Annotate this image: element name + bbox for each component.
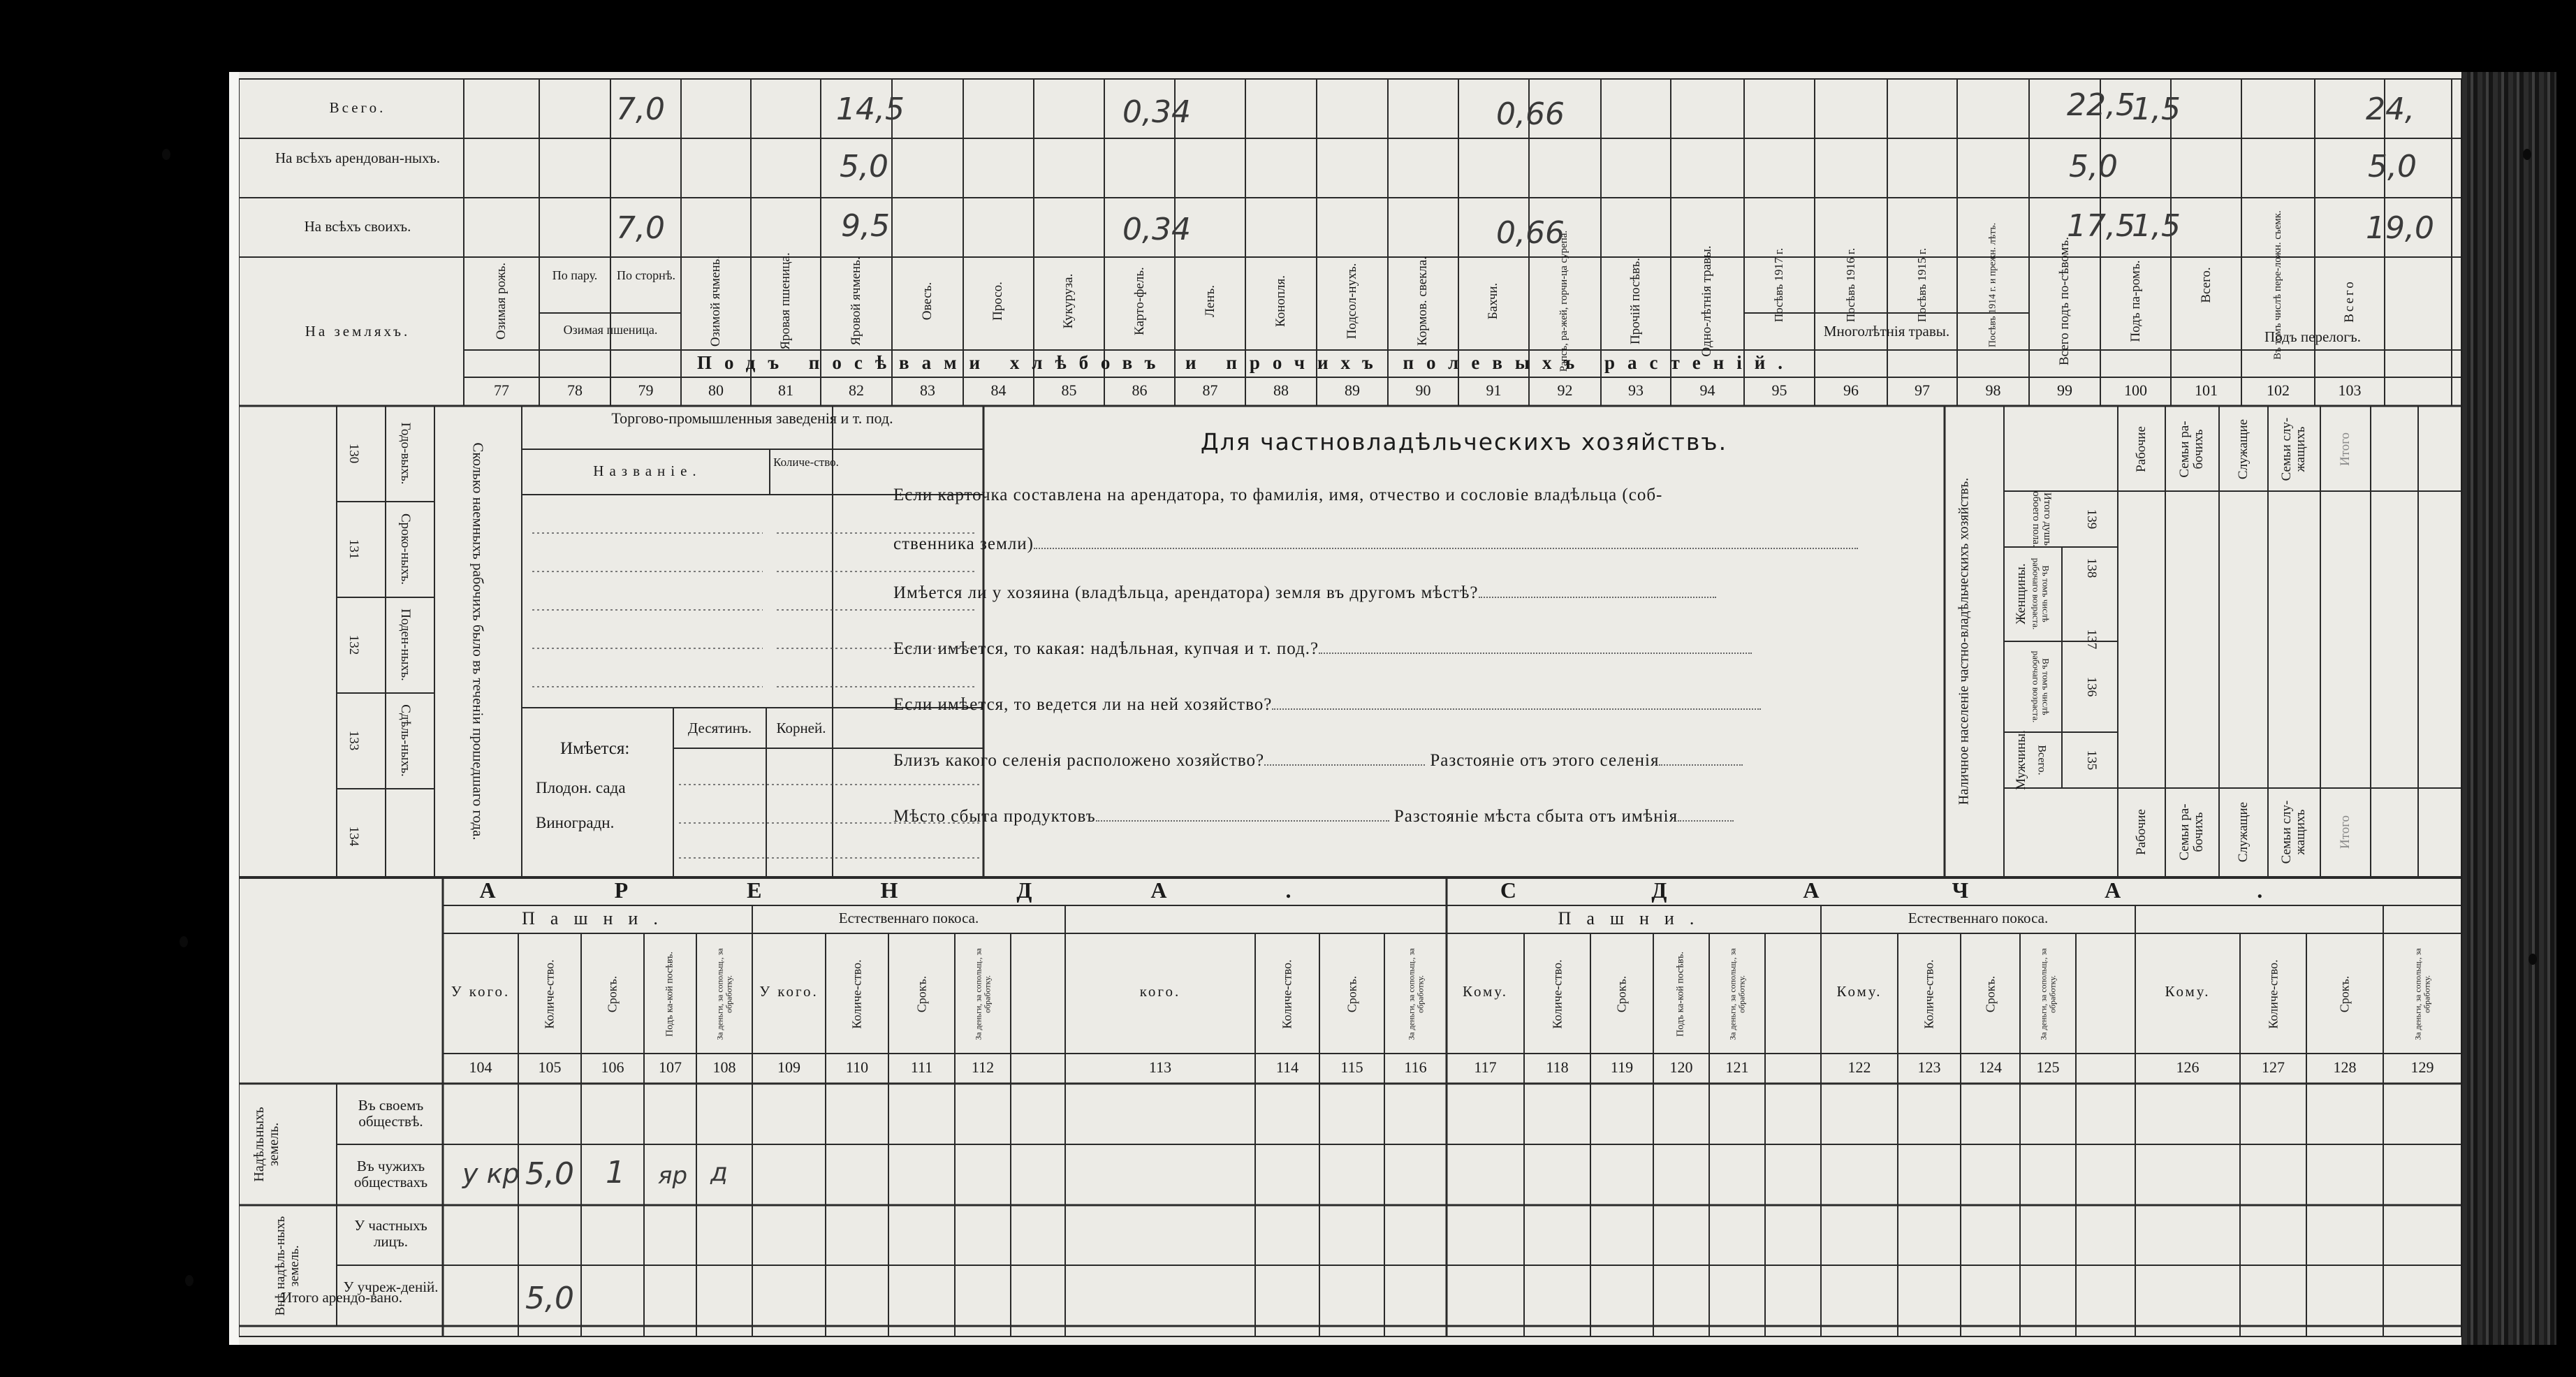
col-yarovoy-yachmen: Яровой ячмень. xyxy=(849,256,864,346)
korney-header: Корней. xyxy=(776,720,826,736)
num-133: 133 xyxy=(346,730,361,751)
hand-svoi-rozh: 7,0 xyxy=(616,210,665,246)
bottom-header-zaden: За деньги, за сопольщ., за обработку. xyxy=(973,948,992,1040)
col-ozimaya-pshenica: Озимая пшеница. xyxy=(563,323,658,337)
muzh-vsego: Всего. xyxy=(2035,745,2048,775)
itogo-dush: Итого душъ обоего пола. xyxy=(2030,491,2053,547)
bottom-col-number: 110 xyxy=(845,1058,869,1076)
bottom-header-zaden: За деньги, за сопольщ., за обработку. xyxy=(715,948,733,1040)
arenda-pokosa: Естественнаго покоса. xyxy=(838,910,979,926)
hand-vsego-rozh: 7,0 xyxy=(616,92,665,127)
col-mnogoletnie-travy: Многолѣтнія травы. xyxy=(1823,323,1950,340)
bottom-col-number: 126 xyxy=(2176,1058,2200,1076)
hand-arend-yachmen: 5,0 xyxy=(840,149,888,184)
group-vne-nadelnyh: Внѣ надѣль-ныхъ земель. xyxy=(273,1216,302,1316)
label-srochnyh: Сроко-ныхъ. xyxy=(397,513,413,585)
col-ozimoy-yachmen: Озимой ячмень. xyxy=(708,255,724,347)
col-po-storne: По сторнѣ. xyxy=(616,268,676,282)
top-semi-rabochih: Семьи ра-бочихъ xyxy=(2177,421,2206,478)
bottom-col-number: 123 xyxy=(1917,1058,1941,1076)
bottom-col-number: 118 xyxy=(1546,1058,1569,1076)
form-line-6a: Близъ какого селенія расположено хозяйство? xyxy=(893,751,1265,770)
col-yarovaya-pshenica: Яровая пшеница. xyxy=(778,252,793,350)
bottom-col-number: 105 xyxy=(538,1058,562,1076)
form-line-5: Если имѣется, то ведется ли на ней хозяйство? xyxy=(893,695,1273,714)
bottom-header-zaden: За деньги, за сопольщ., за обработку. xyxy=(1405,948,1425,1040)
col-pod-perelog: Подъ перелогъ. xyxy=(2264,328,2361,345)
bottom-col-number: 122 xyxy=(1847,1058,1871,1076)
bottom-header-srok: Срокъ. xyxy=(1614,975,1629,1013)
bot-rabochie: Рабочие xyxy=(2134,809,2149,855)
bottom-col-number: 129 xyxy=(2410,1058,2434,1076)
form-line-2: ственника земли) xyxy=(893,534,1034,553)
top-itogo: Итого xyxy=(2338,432,2353,467)
bottom-col-number: 108 xyxy=(712,1058,736,1076)
top-col-number: 88 xyxy=(1273,381,1289,399)
bottom-col-number: 117 xyxy=(1474,1058,1497,1076)
col-kukuruza: Кукуруза. xyxy=(1061,273,1076,329)
num-138: 138 xyxy=(2084,558,2099,578)
bottom-col-number: 124 xyxy=(1979,1058,2002,1076)
label-naemnye-rabochie: Сколько наемныхъ рабочихъ было въ теченіи прошедшаго года. xyxy=(469,442,487,840)
bottom-header-zaden: За деньги, за сопольщ., за обработку. xyxy=(1727,948,1746,1040)
bottom-col-number: 104 xyxy=(469,1058,492,1076)
col-raps: Рапсъ, ра-жей, горчи-ца сурепа. xyxy=(1558,230,1570,372)
col-vsego-zemli: Всего xyxy=(2342,279,2357,323)
bottom-header-srok: Срокъ. xyxy=(914,975,929,1013)
col-ozimaya-rozh: Озимая рожь. xyxy=(494,262,509,340)
bottom-col-number: 111 xyxy=(910,1058,933,1076)
bottom-header-srok: Срокъ. xyxy=(1345,975,1359,1013)
col-prochiy-posev: Прочій посѣвъ. xyxy=(1628,258,1644,344)
bottom-header-komu: Кому. xyxy=(1463,983,1508,1000)
top-col-number: 81 xyxy=(778,381,793,399)
census-card xyxy=(229,72,2461,1345)
hand-za-dengi: д xyxy=(710,1158,728,1187)
sdacha-pashni: Пашни. xyxy=(1558,908,1710,928)
desyatin-header: Десятинъ. xyxy=(687,720,752,736)
label-sdelnyh: Сдѣль-ныхъ. xyxy=(397,704,413,777)
form-line-1: Если карточка составлена на арендатора, то фамилія, имя, отчество и сословіе владѣльца (соб- xyxy=(893,486,1663,504)
col-perelog-v-tom: Въ томъ числѣ пере-ложн. съемк. xyxy=(2272,210,2284,360)
top-col-number: 103 xyxy=(2338,381,2362,399)
punch-hole xyxy=(180,936,188,947)
hand-itogo-arendovano: 5,0 xyxy=(525,1281,574,1316)
col-podsolnuh: Подсол-нухъ. xyxy=(1345,263,1360,340)
bottom-header-kogo: кого. xyxy=(1139,983,1181,1000)
hand-svoi-yachmen: 9,5 xyxy=(841,208,890,244)
num-135: 135 xyxy=(2084,750,2099,771)
form-line-3: Имѣется ли у хозяина (владѣльца, арендатора) земля въ другомъ мѣстѣ? xyxy=(893,583,1479,602)
top-semi-sluzh: Семьи слу-жащихъ xyxy=(2279,417,2308,481)
bottom-header-zaden: За деньги, за сопольщ., за обработку. xyxy=(2038,948,2057,1040)
bottom-header-srok: Срокъ. xyxy=(605,975,620,1013)
bottom-header-ukogo: У кого. xyxy=(759,983,819,1000)
hand-svoi-bahchi: 0,66 xyxy=(1496,215,1565,251)
row-itogo-arendovano: Итого арендо-вано. xyxy=(281,1289,402,1306)
top-col-number: 79 xyxy=(638,381,654,399)
top-col-number: 102 xyxy=(2267,381,2290,399)
hand-arend-zemli: 5,0 xyxy=(2368,149,2417,184)
top-col-number: 96 xyxy=(1843,381,1859,399)
col-po-paru: По пару. xyxy=(552,268,598,282)
bottom-col-number: 106 xyxy=(601,1058,624,1076)
num-137: 137 xyxy=(2084,629,2099,650)
imeetsya-label: Имѣется: xyxy=(560,739,630,758)
bottom-header-podpos: Подъ ка-кой посѣвъ. xyxy=(1675,952,1686,1037)
top-col-number: 94 xyxy=(1699,381,1715,399)
bottom-header-podpos: Подъ ка-кой посѣвъ. xyxy=(664,952,675,1037)
row-u-uchrezhdeniy: У учреж-деній. xyxy=(343,1278,439,1295)
row-u-chastnyh: У частныхъ лицъ. xyxy=(354,1217,427,1251)
top-col-number: 78 xyxy=(567,381,583,399)
bottom-col-number: 115 xyxy=(1340,1058,1363,1076)
bottom-header-komu: Кому. xyxy=(1836,983,1882,1000)
hand-vsego-bahchi: 0,66 xyxy=(1496,96,1565,132)
form-line-6b: Разстояніе отъ этого селенія xyxy=(1430,751,1660,770)
form-line-4: Если имѣется, то какая: надѣльная, купчая и т. под.? xyxy=(893,639,1319,658)
col-bahchi: Бахчи. xyxy=(1486,282,1501,320)
bottom-header-srok: Срокъ. xyxy=(1983,975,1998,1013)
top-col-number: 100 xyxy=(2124,381,2147,399)
form-title: Для частновладѣльческихъ хозяйствъ. xyxy=(1200,428,1728,456)
bottom-header-ukogo: У кого. xyxy=(451,983,511,1000)
col-kormov-svekla: Кормов. свекла. xyxy=(1415,256,1430,347)
row-label-vsego: Всего. xyxy=(329,99,386,116)
bottom-header-kolvo: Количе-ство. xyxy=(849,959,864,1029)
top-col-number: 83 xyxy=(920,381,935,399)
form-line-7b: Разстояніе мѣста сбыта отъ имѣнія xyxy=(1393,807,1678,826)
bottom-header-kolvo: Количе-ство. xyxy=(1550,959,1565,1029)
col-posev-1914: Посѣвъ 1914 г. и прежн. лѣтъ. xyxy=(1987,222,1998,348)
top-col-number: 98 xyxy=(1985,381,2001,399)
hand-vsego-itogo: 22,5 xyxy=(2067,87,2135,123)
hand-svoi-par: 1,5 xyxy=(2132,208,2181,244)
sdacha-pokosa: Естественнаго покоса. xyxy=(1908,910,2049,926)
row-label-na-zemlyah: На земляхъ. xyxy=(305,323,411,340)
bot-sluzhashchie: Служащие xyxy=(2236,801,2251,863)
col-perelog-vsego: Всего. xyxy=(2199,267,2214,303)
punch-hole xyxy=(162,149,170,160)
top-col-number: 82 xyxy=(849,381,864,399)
top-col-number: 90 xyxy=(1415,381,1431,399)
zhenshchiny: Женщины. xyxy=(2014,563,2029,625)
col-len: Ленъ. xyxy=(1203,285,1218,317)
col-vsego-pod-posevom: Всего подъ по-сѣвомъ. xyxy=(2057,236,2072,366)
hand-vsego-kartofel: 0,34 xyxy=(1122,94,1191,130)
col-odnoletnie-travy: Одно-лѣтнія травы. xyxy=(1699,245,1715,357)
bottom-header-kolvo: Количе-ство. xyxy=(2266,959,2281,1029)
hand-pod-posev: яр xyxy=(658,1162,688,1190)
top-col-number: 93 xyxy=(1628,381,1644,399)
num-130: 130 xyxy=(346,443,361,464)
col-oves: Овесъ. xyxy=(920,282,935,321)
nalichnoe-naselenie: Наличное населеніе частно-владѣльческихъ хозяйствъ. xyxy=(1956,477,1972,806)
bottom-col-number: 107 xyxy=(659,1058,682,1076)
bottom-col-number: 121 xyxy=(1725,1058,1749,1076)
hand-vsego-zemli: 24, xyxy=(2366,92,2415,127)
top-col-number: 97 xyxy=(1915,381,1930,399)
bottom-col-number: 112 xyxy=(971,1058,995,1076)
sdacha-title: СДАЧА. xyxy=(1500,877,2399,903)
torg-header: Торгово-промышленныя заведенія и т. под. xyxy=(611,409,893,427)
bottom-col-number: 116 xyxy=(1404,1058,1427,1076)
top-sluzhashchie: Служащие xyxy=(2236,418,2251,480)
top-col-number: 92 xyxy=(1557,381,1573,399)
arenda-title: АРЕНДА. xyxy=(479,877,1410,903)
bottom-col-number: 125 xyxy=(2036,1058,2060,1076)
col-posev-1916: Посѣвъ 1916 г. xyxy=(1844,247,1858,323)
num-136: 136 xyxy=(2084,676,2099,697)
label-podennyh: Поден-ныхъ. xyxy=(397,609,413,681)
bottom-header-kolvo: Количе-ство. xyxy=(1922,959,1936,1029)
bottom-col-number: 113 xyxy=(1148,1058,1172,1076)
bot-semi-sluzh: Семьи слу-жащихъ xyxy=(2279,800,2308,864)
banner-pod-posevami: Подъ посѣвами хлѣбовъ и прочихъ полевыхъ растеній. xyxy=(696,352,1796,373)
row-v-svoem: Въ своемъ обществѣ. xyxy=(358,1097,424,1130)
top-col-number: 91 xyxy=(1486,381,1502,399)
bottom-header-kolvo: Количе-ство. xyxy=(542,959,557,1029)
bottom-header-srok: Срокъ. xyxy=(2337,975,2352,1013)
torg-nazvanie: Названіе. xyxy=(593,462,702,479)
muzhchiny: Мужчины. xyxy=(2014,730,2029,790)
bottom-col-number: 119 xyxy=(1610,1058,1634,1076)
bottom-header-kolvo: Количе-ство. xyxy=(1280,959,1294,1029)
punch-hole xyxy=(2529,954,2537,965)
top-col-number: 89 xyxy=(1345,381,1360,399)
hand-arend-itogo: 5,0 xyxy=(2069,149,2118,184)
bottom-col-number: 114 xyxy=(1275,1058,1299,1076)
row-label-arendovannyh: На всѣхъ арендован-ныхъ. xyxy=(275,150,440,166)
col-kartofel: Карто-фель. xyxy=(1132,267,1148,335)
hand-svoi-kartofel: 0,34 xyxy=(1122,212,1191,247)
bottom-col-number: 109 xyxy=(777,1058,800,1076)
col-posev-1917: Посѣвъ 1917 г. xyxy=(1772,247,1786,323)
row-v-chuzhih: Въ чужихъ обществахъ xyxy=(353,1158,428,1191)
form-line-7a: Мѣсто сбыта продуктовъ xyxy=(893,807,1096,826)
bottom-col-number: 127 xyxy=(2262,1058,2285,1076)
top-col-number: 101 xyxy=(2195,381,2218,399)
zhen-vtom: Въ томъ числѣ рабочаго возраста. xyxy=(2031,558,2051,630)
top-col-number: 95 xyxy=(1771,381,1787,399)
hand-kolichestvo: 5,0 xyxy=(525,1156,574,1192)
top-col-number: 77 xyxy=(494,381,509,399)
vinogradn: Виноградн. xyxy=(536,814,615,831)
punch-hole xyxy=(185,1275,193,1286)
col-pod-parom: Подъ па-ромъ. xyxy=(2128,260,2144,342)
num-139: 139 xyxy=(2084,509,2099,530)
col-proso: Просо. xyxy=(990,282,1006,321)
bot-itogo: Итого xyxy=(2338,815,2353,850)
punch-hole xyxy=(2523,149,2531,160)
top-rabochie: Рабочие xyxy=(2134,426,2149,472)
label-godovyh: Годо-выхъ. xyxy=(397,422,413,485)
hand-srok: 1 xyxy=(606,1155,625,1190)
bottom-col-number: 120 xyxy=(1669,1058,1693,1076)
num-132: 132 xyxy=(346,634,361,655)
col-posev-1915: Посѣвъ 1915 г. xyxy=(1915,247,1929,323)
muzh-vtom: Въ томъ числѣ рабочаго возраста. xyxy=(2031,650,2051,723)
plodon-sada: Плодон. сада xyxy=(536,779,626,796)
hand-u-kogo: у кр xyxy=(462,1158,520,1189)
row-label-svoih: На всѣхъ своихъ. xyxy=(304,218,411,235)
bottom-col-number: 128 xyxy=(2333,1058,2357,1076)
bottom-header-komu: Кому. xyxy=(2165,983,2211,1000)
top-col-number: 84 xyxy=(990,381,1007,399)
top-col-number: 87 xyxy=(1202,381,1218,399)
bottom-header-zaden: За деньги, за сопольщ., за обработку. xyxy=(2413,948,2431,1040)
top-col-number: 86 xyxy=(1132,381,1148,399)
hand-svoi-itogo: 17,5 xyxy=(2067,208,2135,244)
hand-vsego-yachmen: 14,5 xyxy=(836,92,905,127)
num-131: 131 xyxy=(346,539,361,560)
top-col-number: 85 xyxy=(1061,381,1077,399)
torg-kolichestvo: Количе-ство. xyxy=(773,456,839,469)
top-col-number: 80 xyxy=(708,381,724,399)
top-col-number: 99 xyxy=(2057,381,2072,399)
arenda-pashni: Пашни. xyxy=(522,908,673,928)
col-konoplya: Конопля. xyxy=(1273,275,1289,328)
scanner-edge xyxy=(2452,72,2556,1345)
hand-svoi-zemli: 19,0 xyxy=(2366,210,2434,246)
num-134: 134 xyxy=(346,826,361,847)
hand-vsego-par: 1,5 xyxy=(2132,92,2181,127)
bot-semi-rabochih: Семьи ра-бочихъ xyxy=(2177,803,2206,861)
group-nadelnyh: Надѣльныхъ земель. xyxy=(251,1107,281,1182)
